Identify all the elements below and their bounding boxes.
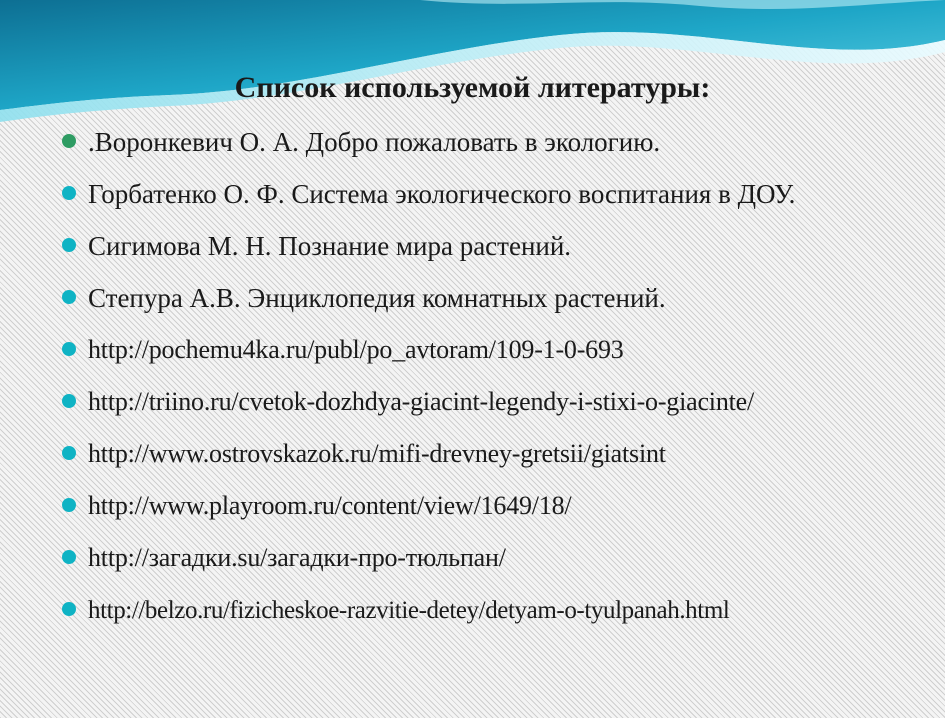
list-item	[0, 224, 945, 268]
bullet-icon	[62, 498, 76, 512]
list-item	[0, 120, 945, 164]
reference-text: Горбатенко О. Ф. Система экологического воспитания в ДОУ.	[88, 179, 796, 209]
reference-text: Сигимова М. Н. Познание мира растений.	[88, 231, 572, 261]
reference-text: .Воронкевич О. А. Добро пожаловать в экологию.	[88, 127, 661, 157]
bullet-icon	[62, 446, 76, 460]
reference-list	[0, 120, 945, 641]
bullet-icon	[62, 394, 76, 408]
reference-link[interactable]: http://triino.ru/cvetok-dozhdya-giacint-legendy-i-stixi-o-giacinte/	[88, 387, 755, 416]
list-item	[0, 380, 945, 424]
list-item	[0, 484, 945, 528]
list-item	[0, 328, 945, 372]
list-item	[0, 432, 945, 476]
bullet-icon	[62, 550, 76, 564]
bullet-icon	[62, 186, 76, 200]
bullet-icon	[62, 134, 76, 148]
bullet-icon	[62, 238, 76, 252]
slide-title: Список используемой литературы:	[234, 71, 711, 104]
reference-text: Степура А.В. Энциклопедия комнатных растений.	[88, 283, 666, 313]
reference-link[interactable]: http://belzo.ru/fizicheskoe-razvitie-detey/detyam-o-tyulpanah.html	[88, 597, 730, 624]
list-item	[0, 536, 945, 580]
reference-link[interactable]: http://www.ostrovskazok.ru/mifi-drevney-gretsii/giatsint	[88, 439, 666, 468]
list-item	[0, 588, 945, 633]
bullet-icon	[62, 602, 76, 616]
reference-link[interactable]: http://pochemu4ka.ru/publ/po_avtoram/109-1-0-693	[88, 335, 624, 364]
bullet-icon	[62, 290, 76, 304]
reference-link[interactable]: http://загадки.su/загадки-про-тюльпан/	[88, 543, 506, 572]
list-item	[0, 276, 945, 320]
bullet-icon	[62, 342, 76, 356]
reference-link[interactable]: http://www.playroom.ru/content/view/1649/18/	[88, 491, 572, 520]
list-item	[0, 172, 892, 216]
